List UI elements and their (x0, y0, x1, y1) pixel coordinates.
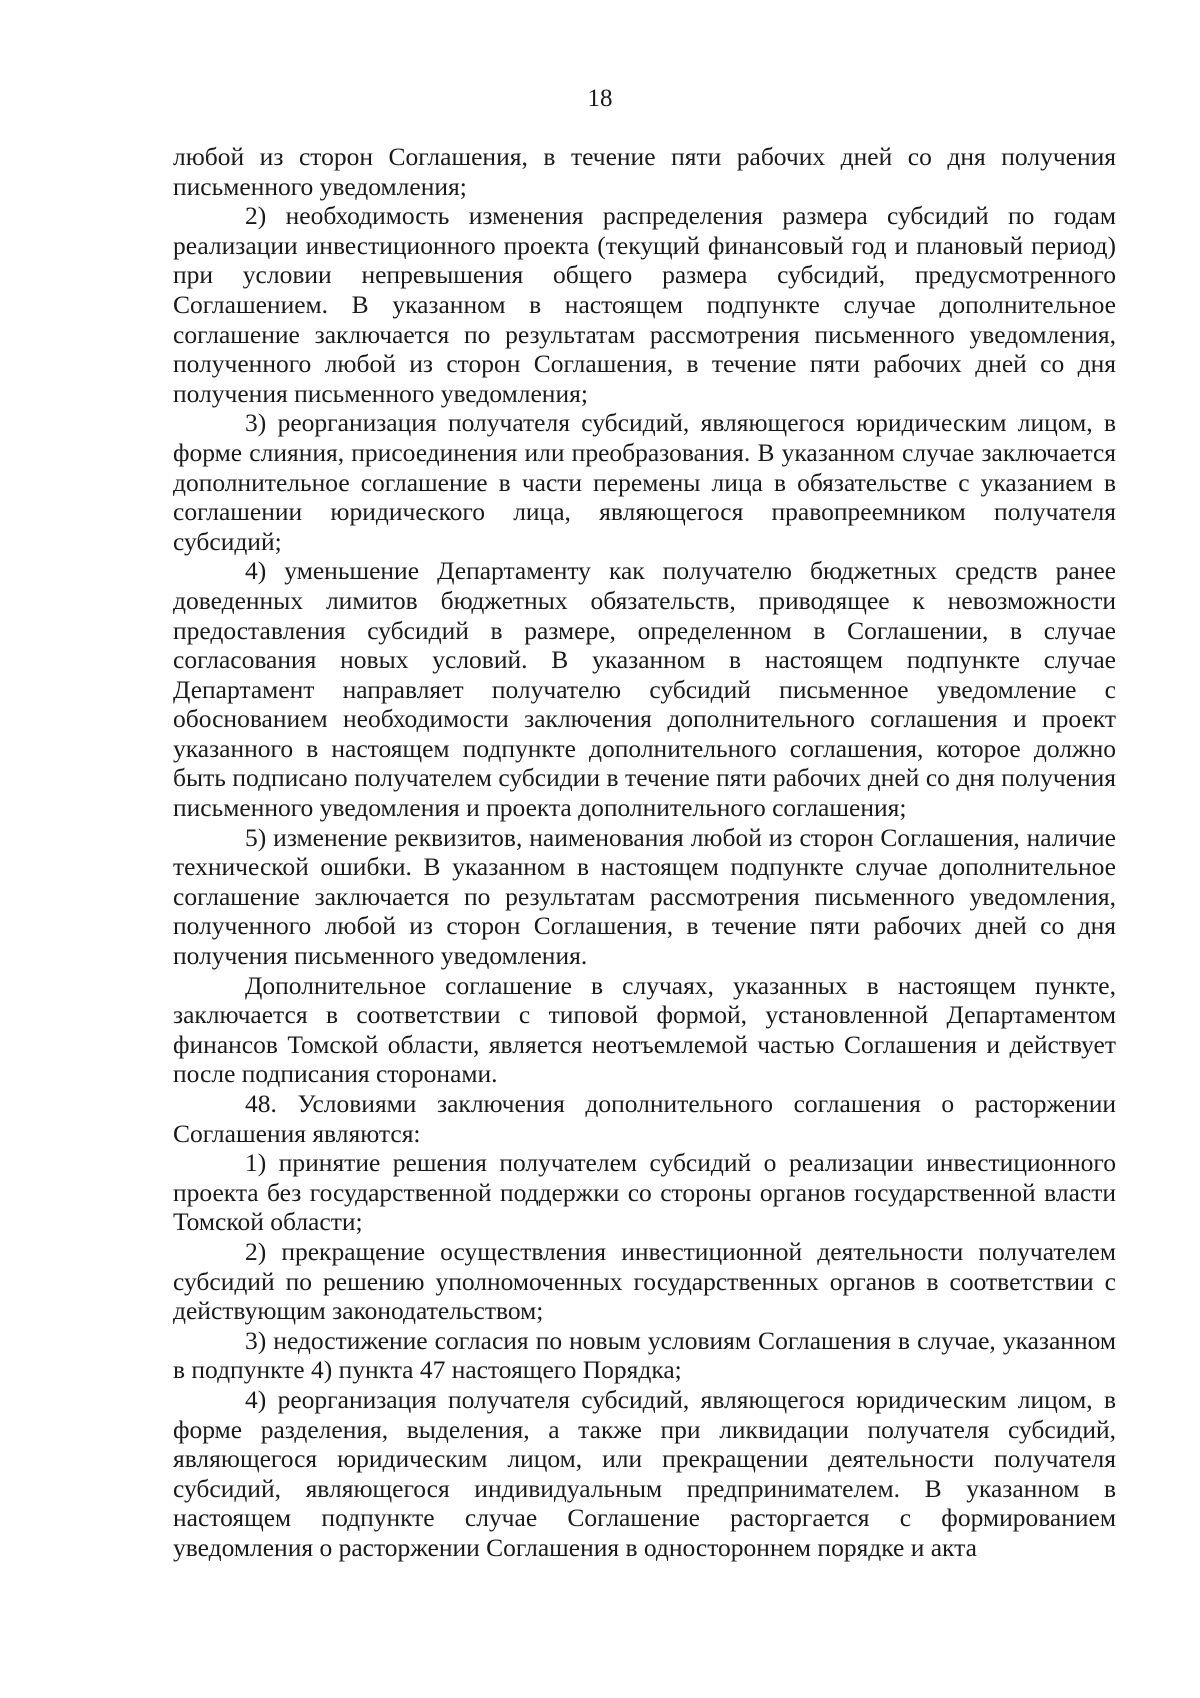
page-number: 18 (587, 85, 613, 112)
paragraph-item-48-subitem-4: 4) реорганизация получателя субсидий, являющегося юридическим лицом, в форме разделения, выделения, а также при ликвидации получателя субсидий, являющегося юридическим лицом, или прекращении деятельности получателя субсидий, являющегося индивидуальным предпринимателем. В указанном в настоящем подпункте случае Соглашение расторгается с формированием уведомления о расторжении Соглашения в одностороннем порядке и акта (173, 1384, 1116, 1562)
paragraph-continuation: любой из сторон Соглашения, в течение пяти рабочих дней со дня получения письменного уведомления; (173, 142, 1116, 201)
paragraph-item-48-subitem-2: 2) прекращение осуществления инвестиционной деятельности получателем субсидий по решению уполномоченных государственных органов в соответствии с действующим законодательством; (173, 1236, 1116, 1326)
document-body (173, 142, 1116, 1563)
paragraph-item-48-subitem-3: 3) недостижение согласия по новым условиям Соглашения в случае, указанном в подпункте 4) пункта 47 настоящего Порядка; (173, 1325, 1116, 1385)
paragraph-item-48-subitem-1: 1) принятие решения получателем субсидий о реализации инвестиционного проекта без государственной поддержки со стороны органов государственной власти Томской области; (173, 1148, 1116, 1237)
paragraph-additional-agreement: Дополнительное соглашение в случаях, указанных в настоящем пункте, заключается в соответствии с типовой формой, установленной Департаментом финансов Томской области, является неотъемлемой частью Соглашения и действует после подписания сторонами. (173, 970, 1116, 1089)
paragraph-item-48: 48. Условиями заключения дополнительного соглашения о расторжении Соглашения являются: (173, 1089, 1116, 1148)
paragraph-subitem-2: 2) необходимость изменения распределения размера субсидий по годам реализации инвестиционного проекта (текущий финансовый год и плановый период) при условии непревышения общего размера субсидий, предусмотренного Соглашением. В указанном в настоящем подпункте случае дополнительное соглашение заключается по результатам рассмотрения письменного уведомления, полученного любой из сторон Соглашения, в течение пяти рабочих дней со дня получения письменного уведомления; (173, 201, 1116, 408)
paragraph-subitem-5: 5) изменение реквизитов, наименования любой из сторон Соглашения, наличие технической ошибки. В указанном в настоящем подпункте случае дополнительное соглашение заключается по результатам рассмотрения письменного уведомления, полученного любой из сторон Соглашения, в течение пяти рабочих дней со дня получения письменного уведомления. (173, 822, 1116, 971)
paragraph-subitem-4: 4) уменьшение Департаменту как получателю бюджетных средств ранее доведенных лимитов бюджетных обязательств, приводящее к невозможности предоставления субсидий в размере, определенном в Соглашении, в случае согласования новых условий. В указанном в настоящем подпункте случае Департамент направляет получателю субсидий письменное уведомление с обоснованием необходимости заключения дополнительного соглашения и проект указанного в настоящем подпункте дополнительного соглашения, которое должно быть подписано получателем субсидии в течение пяти рабочих дней со дня получения письменного уведомления и проекта дополнительного соглашения; (173, 556, 1116, 823)
paragraph-subitem-3: 3) реорганизация получателя субсидий, являющегося юридическим лицом, в форме слияния, присоединения или преобразования. В указанном случае заключается дополнительное соглашение в части перемены лица в обязательстве с указанием в соглашении юридического лица, являющегося правопреемником получателя субсидий; (173, 408, 1116, 556)
